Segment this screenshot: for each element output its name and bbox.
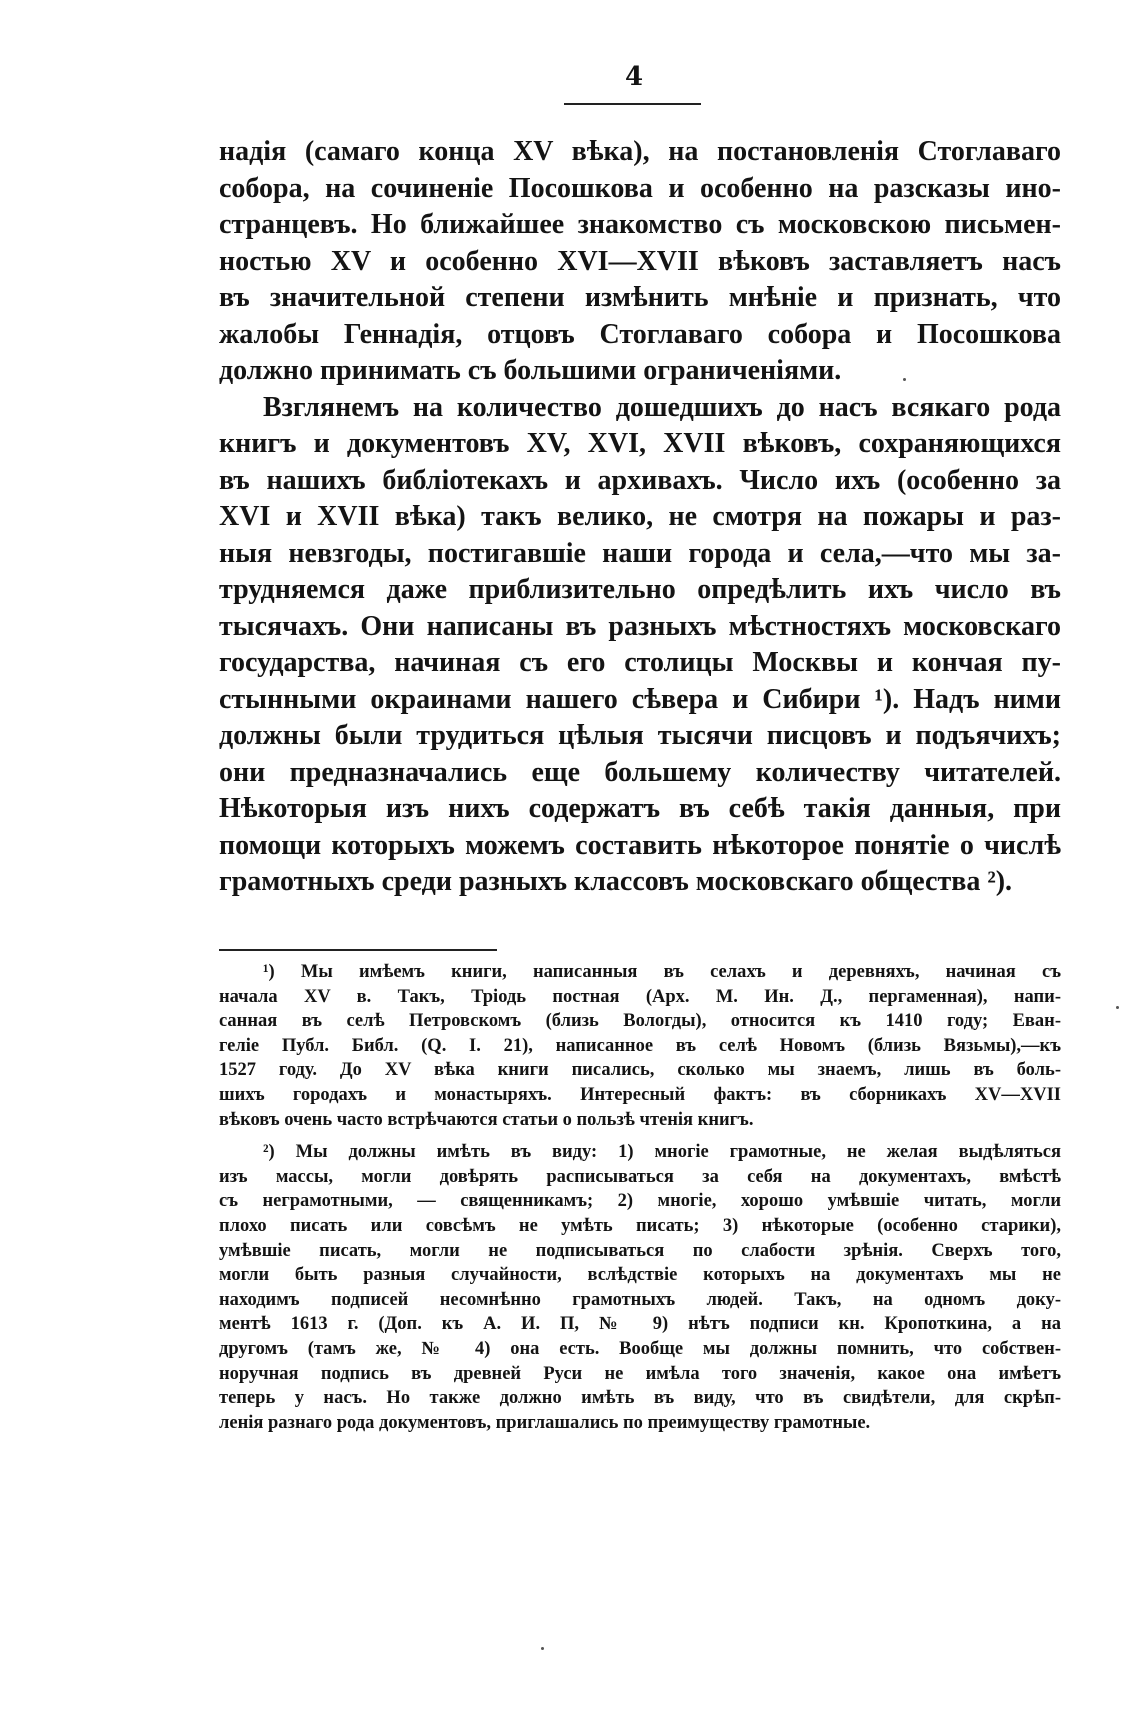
text-line: стынными окраинами нашего сѣвера и Сибири ¹). Надъ ними bbox=[219, 683, 1061, 715]
text-line: ностью XV и особенно XVI—XVII вѣковъ заставляетъ насъ bbox=[219, 245, 1061, 277]
footnote-line: умѣвшіе писать, могли не подписываться по слабости зрѣнія. Сверхъ того, bbox=[219, 1240, 1061, 1261]
header-rule bbox=[564, 103, 701, 105]
text-line: XVI и XVII вѣка) такъ велико, не смотря на пожары и раз- bbox=[219, 501, 1061, 532]
footnote-line: могли быть разныя случайности, вслѣдствіе которыхъ на документахъ мы не bbox=[219, 1265, 1061, 1286]
footnote-line: вѣковъ очень часто встрѣчаются статьи о пользѣ чтенія книгъ. bbox=[219, 1109, 754, 1130]
footnote-line: теперь у насъ. Но также должно имѣть въ виду, что въ свидѣтели, для скрѣп- bbox=[219, 1388, 1061, 1409]
footnote-rule bbox=[219, 949, 497, 951]
footnotes bbox=[219, 960, 1061, 1435]
paper-speck bbox=[1116, 1006, 1119, 1009]
text-line: собора, на сочиненіе Посошкова и особенно на разсказы ино- bbox=[219, 172, 1061, 204]
footnote-line: 1527 году. До XV вѣка книги писались, сколько мы знаемъ, лишь въ боль- bbox=[219, 1060, 1061, 1081]
footnote-line: ленія разнаго рода документовъ, приглашались по преимуществу грамотные. bbox=[219, 1412, 871, 1433]
footnote-line: санная въ селѣ Петровскомъ (близь Вологды), относится къ 1410 году; Еван- bbox=[219, 1011, 1061, 1032]
text-line: грамотныхъ среди разныхъ классовъ московскаго общества ²). bbox=[219, 866, 1013, 897]
text-line: Нѣкоторыя изъ нихъ содержатъ въ себѣ такія данныя, при bbox=[219, 793, 1061, 824]
main-text bbox=[219, 134, 1061, 901]
footnote-line: ¹) Мы имѣемъ книги, написанныя въ селахъ и деревняхъ, начиная съ bbox=[263, 962, 1061, 982]
text-line: книгъ и документовъ XV, XVI, XVII вѣковъ, сохраняющихся bbox=[219, 428, 1061, 459]
footnote-line: норучная подпись въ древней Руси не имѣла того значенія, какое она имѣетъ bbox=[219, 1363, 1061, 1384]
page-number: 4 bbox=[624, 62, 644, 92]
text-line: они предназначались еще большему количеству читателей. bbox=[219, 756, 1061, 788]
text-line: помощи которыхъ можемъ составить нѣкоторое понятіе о числѣ bbox=[219, 829, 1061, 861]
footnote-line: изъ массы, могли довѣрять расписываться за себя на документахъ, вмѣстѣ bbox=[219, 1166, 1061, 1187]
text-line: странцевъ. Но ближайшее знакомство съ московскою письмен- bbox=[219, 209, 1061, 240]
text-line: трудняемся даже приблизительно опредѣлить ихъ число въ bbox=[219, 574, 1061, 605]
footnote-line: ²) Мы должны имѣть въ виду: 1) многіе грамотные, не желая выдѣляться bbox=[263, 1142, 1061, 1163]
text-line: Взглянемъ на количество дошедшихъ до насъ всякаго рода bbox=[263, 391, 1061, 423]
text-line: должно принимать съ большими ограниченіями. bbox=[219, 355, 842, 386]
text-line: ныя невзгоды, постигавшіе наши города и села,—что мы за- bbox=[219, 537, 1061, 569]
footnote-line: ментѣ 1613 г. (Доп. къ А. И. П, № 9) нѣтъ подписи кн. Кропоткина, а на bbox=[219, 1314, 1061, 1335]
footnote-line: плохо писать или совсѣмъ не умѣть писать; 3) нѣкоторые (особенно старики), bbox=[219, 1215, 1061, 1236]
footnote-line: шихъ городахъ и монастыряхъ. Интересный фактъ: въ сборникахъ XV—XVII bbox=[219, 1084, 1061, 1105]
text-line: государства, начиная съ его столицы Москвы и кончая пу- bbox=[219, 647, 1061, 678]
footnote-line: съ неграмотными, — священникамъ; 2) многіе, хорошо умѣвшіе читать, могли bbox=[219, 1191, 1061, 1212]
footnote-line: начала XV в. Такъ, Тріодь постная (Арх. М. Ин. Д., пергаменная), напи- bbox=[219, 986, 1061, 1007]
footnote-gap bbox=[219, 1132, 1061, 1140]
text-line: надія (самаго конца XV вѣка), на постановленія Стоглаваго bbox=[219, 136, 1061, 167]
footnote-line: находимъ подписей несомнѣнно грамотныхъ людей. Такъ, на одномъ доку- bbox=[219, 1289, 1061, 1310]
text-line: въ нашихъ библіотекахъ и архивахъ. Число ихъ (особенно за bbox=[219, 464, 1061, 496]
text-line: въ значительной степени измѣнить мнѣніе и признать, что bbox=[219, 282, 1061, 313]
text-line: тысячахъ. Они написаны въ разныхъ мѣстностяхъ московскаго bbox=[219, 610, 1061, 642]
text-line: жалобы Геннадія, отцовъ Стоглаваго собора и Посошкова bbox=[219, 318, 1061, 350]
text-line: должны были трудиться цѣлыя тысячи писцовъ и подъячихъ; bbox=[219, 720, 1061, 751]
paper-speck bbox=[541, 1647, 544, 1650]
footnote-line: геліе Публ. Библ. (Q. I. 21), написанное въ селѣ Новомъ (близь Вязьмы),—къ bbox=[219, 1035, 1061, 1056]
paper-speck bbox=[903, 378, 906, 381]
footnote-line: другомъ (тамъ же, № 4) она есть. Вообще мы должны помнить, что собствен- bbox=[219, 1338, 1061, 1359]
